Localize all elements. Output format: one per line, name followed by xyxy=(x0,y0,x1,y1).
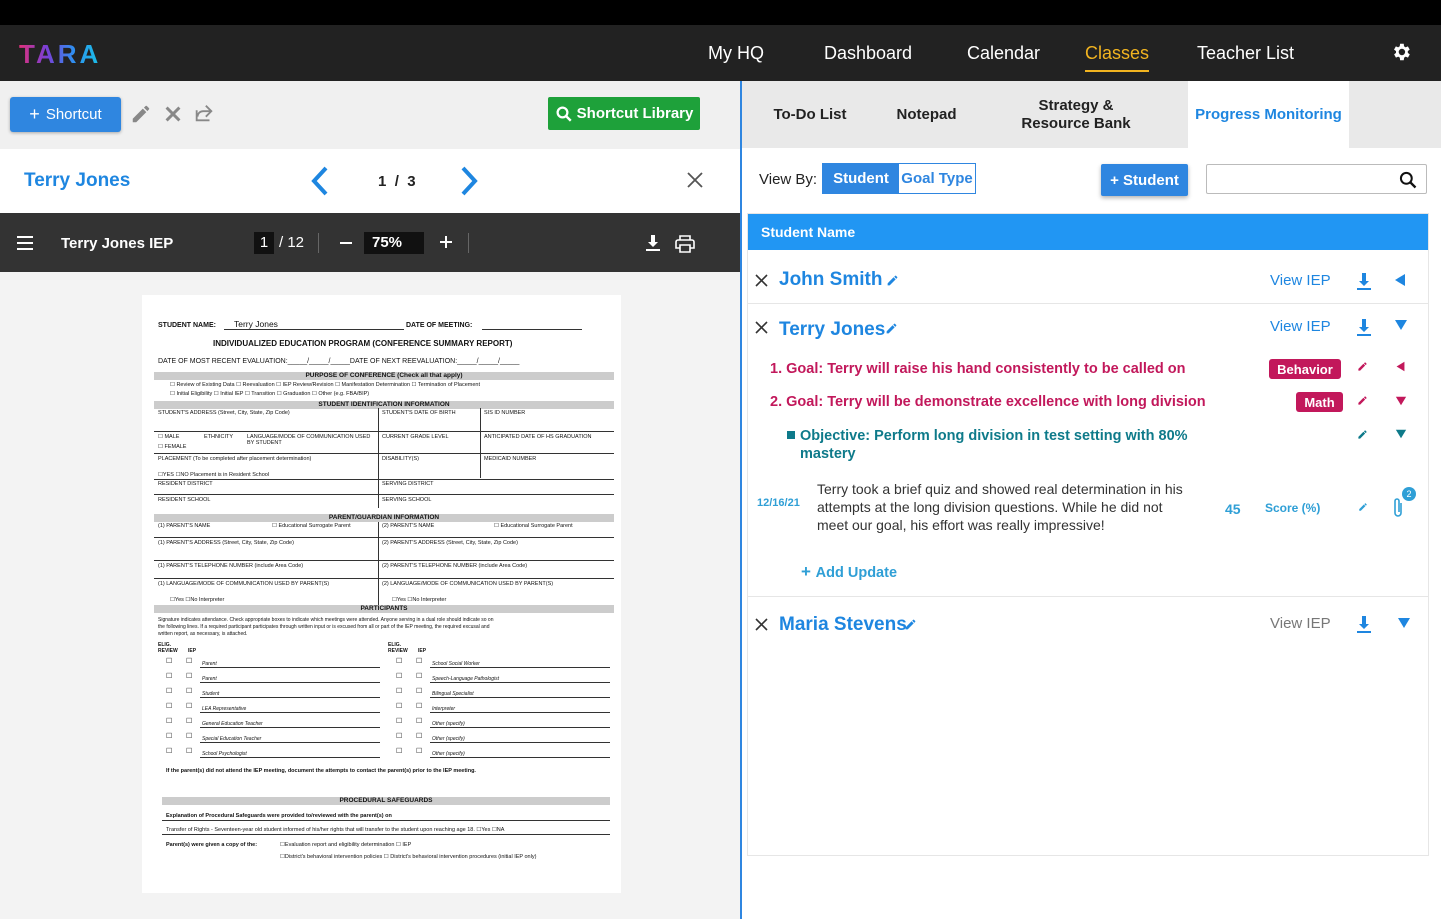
participant-role: Other (specify) xyxy=(432,751,465,757)
pane-divider[interactable] xyxy=(740,81,742,919)
view-iep-link[interactable]: View IEP xyxy=(1270,272,1331,289)
edit-goal-pencil-icon[interactable] xyxy=(1357,361,1368,372)
zoom-in-icon[interactable] xyxy=(440,236,452,248)
participant-role: School Social Worker xyxy=(432,661,480,667)
iep-checkbox: ☐ xyxy=(186,718,193,725)
iep-checkbox: ☐ xyxy=(416,748,423,755)
expand-arrow-icon[interactable] xyxy=(1394,318,1408,332)
close-icon[interactable] xyxy=(686,171,704,189)
iep-checkbox: ☐ xyxy=(186,733,193,740)
student-name-john-smith[interactable]: John Smith xyxy=(779,269,883,290)
signature-line xyxy=(200,757,380,758)
nav-dashboard[interactable]: Dashboard xyxy=(824,43,913,63)
update-score: 45 xyxy=(1225,501,1241,517)
zoom-out-icon[interactable] xyxy=(340,242,352,244)
download-icon[interactable] xyxy=(1356,319,1372,337)
elig-checkbox: ☐ xyxy=(166,658,173,665)
elig-checkbox: ☐ xyxy=(166,673,173,680)
participant-role: Parent xyxy=(202,661,217,667)
participant-role: Special Education Teacher xyxy=(202,736,262,742)
nav-teacher-list[interactable]: Teacher List xyxy=(1197,43,1295,63)
update-date: 12/16/21 xyxy=(757,497,800,509)
signature-line xyxy=(200,742,380,743)
shortcut-library-button[interactable]: Shortcut Library xyxy=(548,97,700,130)
participant-role: Speech-Language Pathologist xyxy=(432,676,499,682)
iep-checkbox: ☐ xyxy=(186,703,193,710)
shortcut-toolbar xyxy=(0,81,741,149)
signature-line xyxy=(430,667,610,668)
download-icon[interactable] xyxy=(645,235,661,252)
pdf-page-total: / 12 xyxy=(279,234,305,251)
toolbar-divider xyxy=(468,233,469,253)
document-pager: 1 / 3 xyxy=(378,173,416,190)
signature-line xyxy=(430,697,610,698)
tab-bar xyxy=(742,81,1441,148)
elig-checkbox: ☐ xyxy=(166,718,173,725)
edit-pencil-icon[interactable] xyxy=(886,274,899,287)
goal-2[interactable]: 2. Goal: Terry will be demonstrate excellence with long division xyxy=(770,394,1206,410)
student-name: Terry Jones xyxy=(24,170,131,191)
row-divider xyxy=(748,303,1428,304)
collapse-arrow-icon[interactable] xyxy=(1393,273,1407,287)
student-name-maria-stevens[interactable]: Maria Stevens xyxy=(779,614,907,635)
student-list-panel xyxy=(747,213,1429,856)
attachment-count-badge: 2 xyxy=(1402,487,1416,501)
iep-checkbox: ☐ xyxy=(416,718,423,725)
pdf-viewer[interactable] xyxy=(0,272,741,919)
search-icon xyxy=(555,105,573,123)
participant-role: Student xyxy=(202,691,220,697)
gear-icon[interactable] xyxy=(1390,41,1412,63)
signature-line xyxy=(430,712,610,713)
pencil-icon[interactable] xyxy=(130,103,152,125)
elig-checkbox: ☐ xyxy=(396,733,403,740)
participant-role: School Psychologist xyxy=(202,751,247,757)
signature-line xyxy=(200,667,380,668)
score-label: Score (%) xyxy=(1265,501,1321,515)
tab-notepad[interactable]: Notepad xyxy=(896,106,957,123)
update-note: Terry took a brief quiz and showed real determination in his attempts at the long division questions. While he did not meet our goal, his effort was really impressive! xyxy=(817,481,1183,533)
edit-update-pencil-icon[interactable] xyxy=(1358,502,1368,512)
edit-goal-pencil-icon[interactable] xyxy=(1357,395,1368,406)
iep-checkbox: ☐ xyxy=(186,673,193,680)
add-shortcut-button[interactable]: + Shortcut xyxy=(10,97,121,132)
row-divider xyxy=(748,596,1428,597)
chevron-left-icon[interactable] xyxy=(309,165,331,197)
iep-document-page: STUDENT NAME: Terry Jones DATE OF MEETING: INDIVIDUALIZED EDUCATION PROGRAM (CONFERENCE SUMMARY REPORT) DATE OF MOST RECENT EVALUATION:_____/_____/_____DATE OF NEXT REEVALUATION:_____/_____/_____ PURPOSE OF CONFERENCE (Check all that apply) ☐ Review of Existing Data ☐ Reevaluation ☐ IEP Review/Revision ☐ Manifestation Determination ☐ Termination of Placement ☐ Initial Eligibility ☐ Initial IEP ☐ Transition ☐ Graduation ☐ Other (e.g. FBA/BIP) STUDENT IDENTIFICATION INFORMATION STUDENT'S ADDRESS (Street, City, State, Zip Code) STUDENT'S DATE OF BIRTH SIS ID NUMBER ☐ MALE ☐ FEMALE ETHNICITY LANGUAGE/MODE OF COMMUNICATION USED BY STUDENT CURRENT GRADE LEVEL ANTICIPATED DATE OF HS GRADUATION PLACEMENT (To be completed after placement determination) DISABILITY(S) MEDICAID NUMBER ☐YES ☐NO Placement is in Resident School RESIDENT DISTRICT SERVING DISTRICT RESIDENT SCHOOL SERVING SCHOOL PARENT/GUARDIAN INFORMATION (1) PARENT'S NAME ☐ Educational Surrogate Parent (2) PARENT'S NAME ☐ Educational Surrogate Parent (1) PARENT'S ADDRESS (Street, City, State, Zip Code) (2) PARENT'S ADDRESS (Street, City, State, Zip Code) (1) PARENT'S TELEPHONE NUMBER (include Area Code) (2) PARENT'S TELEPHONE NUMBER (include Area Code) (1) LANGUAGE/MODE OF COMMUNICATION USED BY PARENT(S) (2) LANGUAGE/MODE OF COMMUNICATION USED BY PARENT(S) ☐Yes ☐No Interpreter ☐Yes ☐No Interpreter PARTICIPANTS Signature indicates attendance. Check appropriate boxes to indicate which meetings were attended. Anyone serving in a dual role should indicate so on the following lines. If a required participant participates through written input or is excused from all or part of the IEP meeting, the required excusal and written report, as necessary, is attached. ELIG. REVIEW IEP ELIG. REVIEW IEP If the parent(s) did not attend the IEP meeting, document the attempts to contact the parent(s) prior to the IEP meeting. PROCEDURAL SAFEGUARDS Explanation of Procedural Safeguards were provided to/reviewed with the parent(s) on Transfer of Rights - Seventeen-year old student informed of his/her rights that will transfer to the student upon reaching age 18. ☐Yes ☐NA Parent(s) were given a copy of the: ☐Evaluation report and eligibility determination ☐ IEP ☐District's behavioral intervention policies ☐ District's behavioral intervention procedures (initial IEP only) ☐ ☐ Parent ☐ ☐ School Social Worker ☐ ☐ Parent ☐ ☐ Speech-Language Pathologist ☐ ☐ Student ☐ ☐ Bilingual Specialist ☐ ☐ LEA Representative ☐ ☐ Interpreter ☐ ☐ General Education Teacher ☐ ☐ Other (specify) ☐ ☐ Special Education Teacher ☐ ☐ Other (specify) ☐ ☐ School Psychologist ☐ ☐ Other (specify) xyxy=(142,295,621,893)
tab-strategy-resource-bank[interactable]: Strategy & Resource Bank xyxy=(1021,96,1131,132)
edit-objective-pencil-icon[interactable] xyxy=(1357,429,1368,440)
signature-line xyxy=(200,697,380,698)
elig-checkbox: ☐ xyxy=(396,658,403,665)
participant-role: Other (specify) xyxy=(432,736,465,742)
signature-line xyxy=(200,682,380,683)
view-by-toggle xyxy=(822,163,976,194)
signature-line xyxy=(430,742,610,743)
top-black-bar xyxy=(0,0,1441,25)
expand-arrow-icon[interactable] xyxy=(1397,616,1411,630)
iep-checkbox: ☐ xyxy=(186,658,193,665)
elig-checkbox: ☐ xyxy=(166,733,173,740)
print-icon[interactable] xyxy=(675,235,695,253)
participant-role: Interpreter xyxy=(432,706,456,712)
top-nav xyxy=(0,25,1441,81)
view-by-label: View By: xyxy=(759,171,818,188)
menu-icon[interactable] xyxy=(17,235,33,251)
signature-line xyxy=(430,757,610,758)
iep-checkbox: ☐ xyxy=(186,688,193,695)
view-by-goal-type-button[interactable]: Goal Type xyxy=(899,164,975,193)
plus-icon: + xyxy=(801,562,816,581)
elig-checkbox: ☐ xyxy=(396,718,403,725)
view-iep-link[interactable]: View IEP xyxy=(1270,318,1331,335)
toolbar-divider xyxy=(318,233,319,253)
elig-checkbox: ☐ xyxy=(396,673,403,680)
iep-checkbox: ☐ xyxy=(416,658,423,665)
app-logo[interactable]: TARA xyxy=(19,39,102,69)
remove-student-icon[interactable] xyxy=(755,321,768,334)
elig-checkbox: ☐ xyxy=(396,703,403,710)
signature-line xyxy=(430,727,610,728)
tab-progress-monitoring[interactable]: Progress Monitoring xyxy=(1188,81,1349,148)
signature-line xyxy=(430,682,610,683)
elig-checkbox: ☐ xyxy=(396,688,403,695)
zoom-input[interactable]: 75% xyxy=(364,232,424,254)
remove-student-icon[interactable] xyxy=(755,274,768,287)
student-name-terry-jones[interactable]: Terry Jones xyxy=(779,319,886,340)
iep-checkbox: ☐ xyxy=(186,748,193,755)
collapse-arrow-icon[interactable] xyxy=(1395,361,1406,372)
iep-checkbox: ☐ xyxy=(416,688,423,695)
share-icon[interactable] xyxy=(193,102,215,124)
download-icon[interactable] xyxy=(1356,616,1372,634)
student-pager-bar xyxy=(0,149,741,213)
pdf-toolbar xyxy=(0,213,741,272)
remove-student-icon[interactable] xyxy=(755,618,768,631)
nav-my-hq[interactable]: My HQ xyxy=(708,43,764,63)
edit-pencil-icon[interactable] xyxy=(885,322,898,335)
elig-checkbox: ☐ xyxy=(396,748,403,755)
elig-checkbox: ☐ xyxy=(166,688,173,695)
elig-checkbox: ☐ xyxy=(166,703,173,710)
signature-line xyxy=(200,712,380,713)
chevron-right-icon[interactable] xyxy=(458,165,480,197)
iep-checkbox: ☐ xyxy=(416,673,423,680)
signature-line xyxy=(200,727,380,728)
objective-bullet xyxy=(787,431,795,439)
participant-role: General Education Teacher xyxy=(202,721,263,727)
iep-checkbox: ☐ xyxy=(416,703,423,710)
student-search-input[interactable] xyxy=(1206,164,1427,194)
participant-role: Other (specify) xyxy=(432,721,465,727)
nav-classes[interactable]: Classes xyxy=(1085,43,1150,63)
download-icon[interactable] xyxy=(1356,273,1372,291)
nav-calendar[interactable]: Calendar xyxy=(967,43,1041,63)
objective-text[interactable]: Objective: Perform long division in test setting with 80% mastery xyxy=(800,428,1188,462)
participant-role: Bilingual Specialist xyxy=(432,691,474,697)
goal-type-badge: Behavior xyxy=(1269,359,1341,379)
view-iep-link[interactable]: View IEP xyxy=(1270,615,1331,632)
edit-pencil-icon[interactable] xyxy=(904,618,917,631)
plus-icon: + xyxy=(29,104,40,124)
student-name-header: Student Name xyxy=(748,214,1428,250)
paperclip-icon[interactable] xyxy=(1391,497,1405,519)
goal-type-badge: Math xyxy=(1296,392,1343,412)
expand-arrow-icon[interactable] xyxy=(1395,428,1407,440)
delete-x-icon[interactable] xyxy=(162,103,184,125)
iep-checkbox: ☐ xyxy=(416,733,423,740)
pdf-title: Terry Jones IEP xyxy=(61,235,174,252)
add-student-button[interactable]: + Student xyxy=(1101,164,1188,196)
tab-todo-list[interactable]: To-Do List xyxy=(773,106,847,123)
pdf-page-input[interactable]: 1 xyxy=(254,232,274,254)
goal-1[interactable]: 1. Goal: Terry will raise his hand consistently to be called on xyxy=(770,361,1186,377)
participant-role: LEA Representative xyxy=(202,706,247,712)
add-update-button[interactable]: + Add Update xyxy=(801,562,898,581)
search-icon[interactable] xyxy=(1398,170,1418,190)
participant-role: Parent xyxy=(202,676,217,682)
elig-checkbox: ☐ xyxy=(166,748,173,755)
view-by-student-button[interactable]: Student xyxy=(823,164,899,193)
expand-arrow-icon[interactable] xyxy=(1395,395,1407,407)
